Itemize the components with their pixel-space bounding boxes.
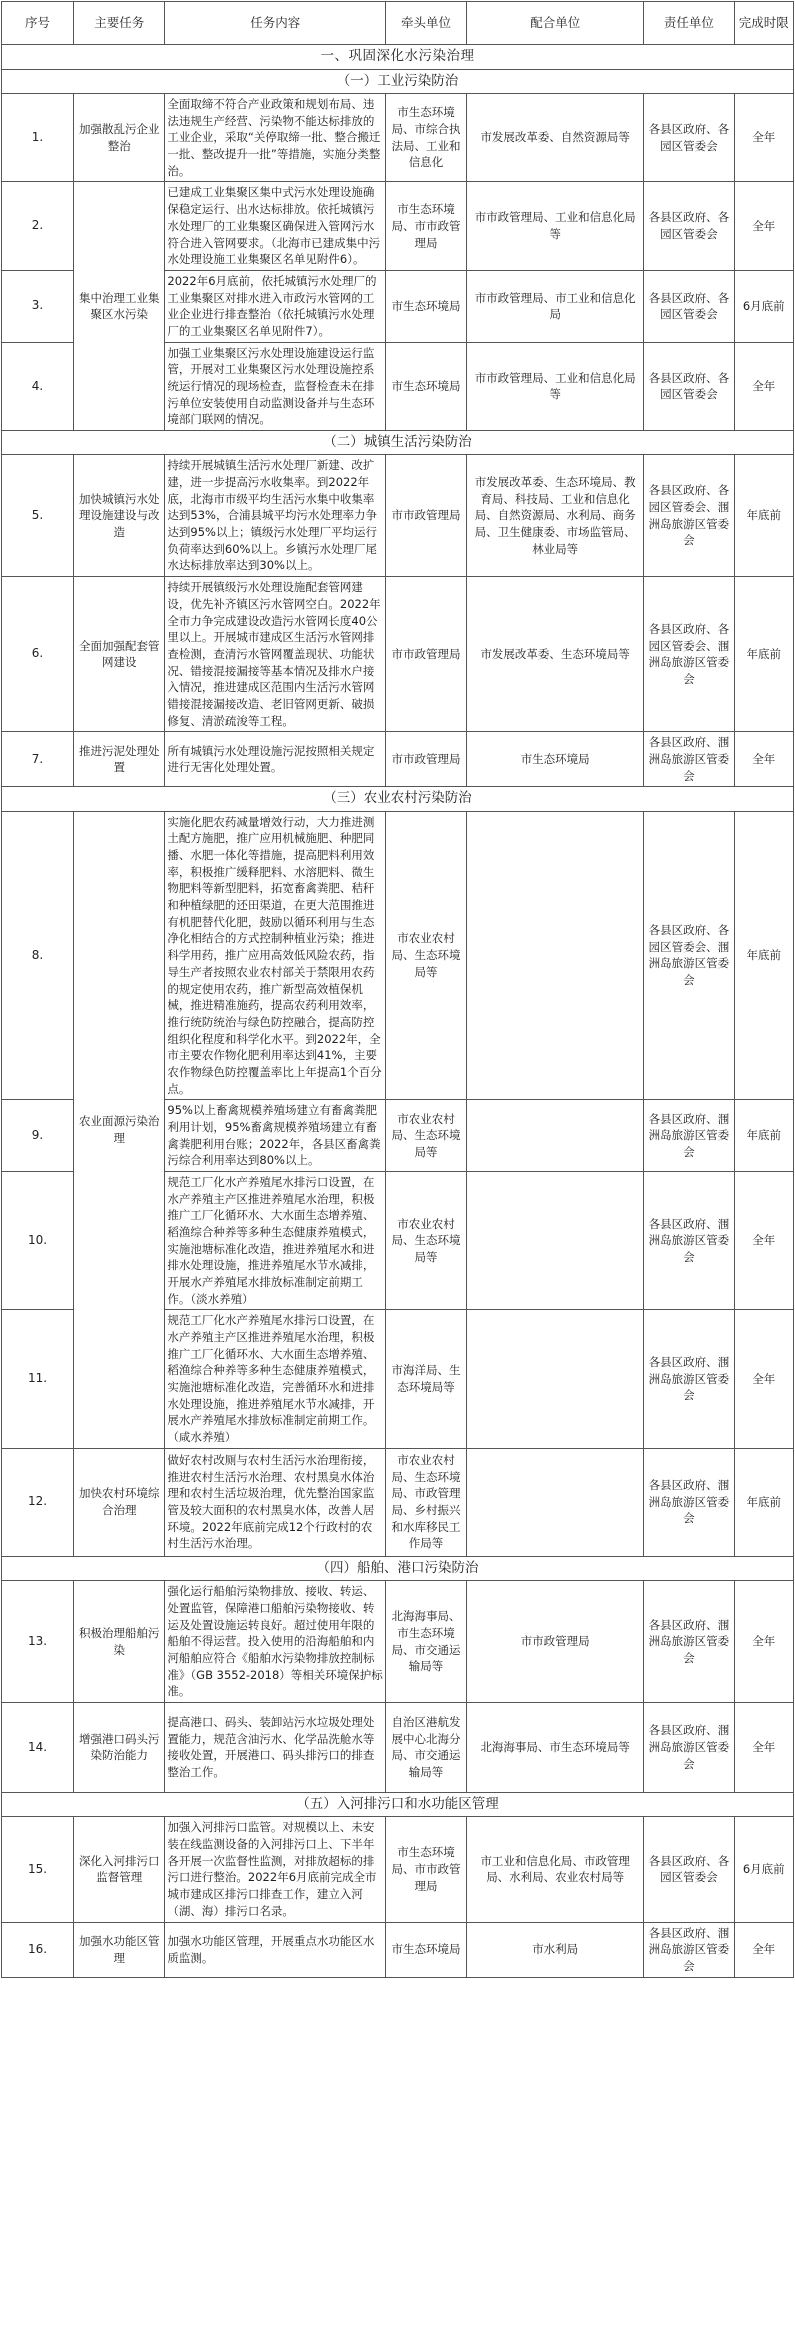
resp-unit: 各县区政府、各园区管委会 (644, 270, 734, 342)
row-number: 11. (2, 1310, 74, 1448)
task-content: 加强水功能区管理，开展重点水功能区水质监测。 (165, 1922, 386, 1977)
lead-unit: 市海洋局、生态环境局等 (385, 1310, 466, 1448)
table-row (2, 455, 794, 577)
main-task: 积极治理船舶污染 (74, 1581, 165, 1703)
task-content: 持续开展城镇生活污水处理厂新建、改扩建，进一步提高污水收集率。到2022年底，北海市市级平均生活污水集中收集率达到53%，合浦县城平均污水处理率力争达到95%以上；镇级污水处理厂平均运行负荷率达到60%以上。乡镇污水处理厂尾水达标排放率达到30%以上。 (165, 455, 386, 577)
subsection-title: （四）船舶、港口污染防治 (2, 1556, 794, 1581)
lead-unit: 市市政管理局 (385, 732, 466, 787)
lead-unit: 市生态环境局、市综合执法局、工业和信息化 (385, 94, 466, 182)
main-task: 增强港口码头污染防治能力 (74, 1702, 165, 1792)
main-task: 集中治理工业集聚区水污染 (74, 182, 165, 430)
main-task: 农业面源污染治理 (74, 811, 165, 1448)
table-row (2, 811, 794, 1099)
row-number: 15. (2, 1817, 74, 1922)
resp-unit: 各县区政府、涠洲岛旅游区管委会 (644, 1448, 734, 1556)
coop-unit: 市市政管理局 (467, 1581, 644, 1703)
subsection-title: （五）入河排污口和水功能区管理 (2, 1792, 794, 1817)
header-main-task: 主要任务 (74, 2, 165, 45)
resp-unit: 各县区政府、各园区管委会、涠洲岛旅游区管委会 (644, 811, 734, 1099)
coop-unit (467, 1171, 644, 1309)
row-number: 14. (2, 1702, 74, 1792)
main-task: 深化入河排污口监督管理 (74, 1817, 165, 1922)
task-content: 规范工厂化水产养殖尾水排污口设置，在水产养殖主产区推进养殖尾水治理，积极推广工厂化循环水、大水面生态增养殖、稻渔综合种养等多种生态健康养殖模式，实施池塘标准化改造，完善循环水和进排水处理设施，推进养殖尾水节水减排，开展水产养殖尾水排放标准制定前期工作。（咸水养殖） (165, 1310, 386, 1448)
lead-unit: 市生态环境局、市市政管理局 (385, 182, 466, 270)
main-task: 加强水功能区管理 (74, 1922, 165, 1977)
coop-unit (467, 1310, 644, 1448)
table-row (2, 577, 794, 732)
deadline: 全年 (734, 1581, 793, 1703)
deadline: 全年 (734, 1310, 793, 1448)
task-content: 持续开展镇级污水处理设施配套管网建设，优先补齐镇区污水管网空白。2022年全市力争完成建设改造污水管网长度40公里以上。开展城市建成区生活污水管网排查检测，查清污水管网覆盖现状、功能状况、错接混接漏接等基本情况及排水户接入情况，推进建成区范围内生活污水管网错接混接漏接改造、老旧管网更新、破损修复、清淤疏浚等工程。 (165, 577, 386, 732)
task-content: 已建成工业集聚区集中式污水处理设施确保稳定运行、出水达标排放。依托城镇污水处理厂的工业集聚区确保进入管网污水符合进入管网要求。（北海市已建成集中污水处理设施工业集聚区名单见附件6）。 (165, 182, 386, 270)
coop-unit: 市市政管理局、工业和信息化局等 (467, 182, 644, 270)
table-row (2, 732, 794, 787)
table-row (2, 182, 794, 270)
main-task: 全面加强配套管网建设 (74, 577, 165, 732)
main-task: 推进污泥处理处置 (74, 732, 165, 787)
deadline: 全年 (734, 732, 793, 787)
coop-unit: 市工业和信息化局、市政管理局、水利局、农业农村局等 (467, 1817, 644, 1922)
resp-unit: 各县区政府、涠洲岛旅游区管委会 (644, 1581, 734, 1703)
section-title: 一、巩固深化水污染治理 (2, 45, 794, 70)
table-row (2, 1922, 794, 1977)
lead-unit: 市农业农村局、生态环境局、市政管理局、乡村振兴和水库移民工作局等 (385, 1448, 466, 1556)
subsection-title: （三）农业农村污染防治 (2, 787, 794, 812)
coop-unit: 市发展改革委、生态环境局等 (467, 577, 644, 732)
deadline: 全年 (734, 182, 793, 270)
resp-unit: 各县区政府、涠洲岛旅游区管委会 (644, 1310, 734, 1448)
coop-unit: 市市政管理局、市工业和信息化局 (467, 270, 644, 342)
main-task: 加快农村环境综合治理 (74, 1448, 165, 1556)
table-row (2, 1817, 794, 1922)
row-number: 9. (2, 1100, 74, 1172)
deadline: 年底前 (734, 577, 793, 732)
deadline: 年底前 (734, 455, 793, 577)
header-row (2, 2, 794, 45)
task-content: 所有城镇污水处理设施污泥按照相关规定进行无害化处理处置。 (165, 732, 386, 787)
lead-unit: 市农业农村局、生态环境局等 (385, 1171, 466, 1309)
row-number: 1. (2, 94, 74, 182)
row-number: 13. (2, 1581, 74, 1703)
subsection-title: （一）工业污染防治 (2, 69, 794, 94)
task-content: 实施化肥农药减量增效行动，大力推进测土配方施肥，推广应用机械施肥、种肥同播、水肥一体化等措施，提高肥料利用效率，积极推广缓释肥料、水溶肥料、微生物肥料等新型肥料，拓宽畜禽粪肥、秸秆和种植绿肥的还田渠道，在更大范围推进有机肥替代化肥，鼓励以循环利用与生态净化相结合的方式控制种植业污染；推进科学用药，推广应用高效低风险农药，指导生产者按照农业农村部关于禁限用农药的规定使用农药，推广新型高效植保机械，推进精准施药，提高农药利用效率，推行统防统治与绿色防控融合，提高防控组织化程度和科学化水平。到2022年，全市主要农作物化肥利用率达到41%，主要农作物绿色防控覆盖率比上年提高1个百分点。 (165, 811, 386, 1099)
coop-unit: 市生态环境局 (467, 732, 644, 787)
task-content: 95%以上畜禽规模养殖场建立有畜禽粪肥利用计划，95%畜禽规模养殖场建立有畜禽粪肥利用台账；2022年，各县区畜禽粪污综合利用率达到80%以上。 (165, 1100, 386, 1172)
lead-unit: 市市政管理局 (385, 455, 466, 577)
coop-unit (467, 1100, 644, 1172)
deadline: 年底前 (734, 1448, 793, 1556)
lead-unit: 市生态环境局 (385, 342, 466, 430)
resp-unit: 各县区政府、各园区管委会 (644, 182, 734, 270)
row-number: 16. (2, 1922, 74, 1977)
task-content: 2022年6月底前，依托城镇污水处理厂的工业集聚区对排水进入市政污水管网的工业企业进行排查整治（依托城镇污水处理厂的工业集聚区名单见附件7）。 (165, 270, 386, 342)
header-resp: 责任单位 (644, 2, 734, 45)
row-number: 2. (2, 182, 74, 270)
lead-unit: 市生态环境局 (385, 1922, 466, 1977)
deadline: 全年 (734, 1702, 793, 1792)
lead-unit: 自治区港航发展中心北海分局、市交通运输局等 (385, 1702, 466, 1792)
resp-unit: 各县区政府、涠洲岛旅游区管委会 (644, 732, 734, 787)
coop-unit: 市市政管理局、工业和信息化局等 (467, 342, 644, 430)
row-number: 4. (2, 342, 74, 430)
lead-unit: 市生态环境局、市市政管理局 (385, 1817, 466, 1922)
deadline: 全年 (734, 94, 793, 182)
coop-unit (467, 1448, 644, 1556)
deadline: 全年 (734, 1922, 793, 1977)
resp-unit: 各县区政府、各园区管委会 (644, 342, 734, 430)
row-number: 5. (2, 455, 74, 577)
deadline: 年底前 (734, 811, 793, 1099)
task-content: 规范工厂化水产养殖尾水排污口设置，在水产养殖主产区推进养殖尾水治理，积极推广工厂化循环水、大水面生态增养殖、稻渔综合种养等多种生态健康养殖模式，实施池塘标准化改造，推进养殖尾水和进排水处理设施，推进养殖尾水节水减排，开展水产养殖尾水排放标准制定前期工作。（淡水养殖） (165, 1171, 386, 1309)
row-number: 3. (2, 270, 74, 342)
subsection-title: （二）城镇生活污染防治 (2, 430, 794, 455)
table-row (2, 1448, 794, 1556)
resp-unit: 各县区政府、涠洲岛旅游区管委会 (644, 1922, 734, 1977)
row-number: 8. (2, 811, 74, 1099)
coop-unit: 市发展改革委、自然资源局等 (467, 94, 644, 182)
main-task: 加快城镇污水处理设施建设与改造 (74, 455, 165, 577)
header-lead: 牵头单位 (385, 2, 466, 45)
task-content: 强化运行船舶污染物排放、接收、转运、处置监管，保障港口船舶污染物接收、转运及处置设施运转良好。超过使用年限的船舶不得运营。投入使用的沿海船舶和内河船舶应符合《船舶水污染物排放控制标准》（GB 3552-2018）等相关环境保护标准。 (165, 1581, 386, 1703)
lead-unit: 市农业农村局、生态环境局等 (385, 811, 466, 1099)
resp-unit: 各县区政府、涠洲岛旅游区管委会 (644, 1171, 734, 1309)
resp-unit: 各县区政府、涠洲岛旅游区管委会 (644, 1100, 734, 1172)
main-task: 加强散乱污企业整治 (74, 94, 165, 182)
deadline: 6月底前 (734, 270, 793, 342)
coop-unit: 市发展改革委、生态环境局、教育局、科技局、工业和信息化局、自然资源局、水利局、商务局、卫生健康委、市场监管局、林业局等 (467, 455, 644, 577)
deadline: 全年 (734, 1171, 793, 1309)
task-content: 加强入河排污口监管。对规模以上、未安装在线监测设备的入河排污口上、下半年各开展一次监督性监测，对排放超标的排污口进行整治。2022年6月底前完成全市城市建成区排污口排查工作，建立入河（湖、海）排污口名录。 (165, 1817, 386, 1922)
table-row (2, 94, 794, 182)
task-content: 加强工业集聚区污水处理设施建设运行监管，开展对工业集聚区污水处理设施控系统运行情况的现场检查，监督检查未在排污单位安装使用自动监测设备并与生态环境部门联网的情况。 (165, 342, 386, 430)
header-content: 任务内容 (165, 2, 386, 45)
header-deadline: 完成时限 (734, 2, 793, 45)
header-coop: 配合单位 (467, 2, 644, 45)
task-content: 做好农村改厕与农村生活污水治理衔接，推进农村生活污水治理、农村黑臭水体治理和农村生活垃圾治理，优先整治国家监管及较大面积的农村黑臭水体，改善人居环境。2022年底前完成12个行政村的农村生活污水治理。 (165, 1448, 386, 1556)
task-table (1, 1, 794, 1978)
resp-unit: 各县区政府、各园区管委会 (644, 94, 734, 182)
table-row (2, 1581, 794, 1703)
resp-unit: 各县区政府、各园区管委会、涠洲岛旅游区管委会 (644, 577, 734, 732)
row-number: 7. (2, 732, 74, 787)
header-no: 序号 (2, 2, 74, 45)
row-number: 10. (2, 1171, 74, 1309)
row-number: 6. (2, 577, 74, 732)
resp-unit: 各县区政府、各园区管委会 (644, 1817, 734, 1922)
lead-unit: 北海海事局、市生态环境局、市交通运输局等 (385, 1581, 466, 1703)
deadline: 6月底前 (734, 1817, 793, 1922)
lead-unit: 市市政管理局 (385, 577, 466, 732)
table-row (2, 1702, 794, 1792)
coop-unit (467, 811, 644, 1099)
row-number: 12. (2, 1448, 74, 1556)
coop-unit: 市水利局 (467, 1922, 644, 1977)
coop-unit: 北海海事局、市生态环境局等 (467, 1702, 644, 1792)
resp-unit: 各县区政府、涠洲岛旅游区管委会 (644, 1702, 734, 1792)
lead-unit: 市农业农村局、生态环境局等 (385, 1100, 466, 1172)
lead-unit: 市生态环境局 (385, 270, 466, 342)
resp-unit: 各县区政府、各园区管委会、涠洲岛旅游区管委会 (644, 455, 734, 577)
task-content: 提高港口、码头、装卸站污水垃圾处理处置能力，规范含油污水、化学品洗舱水等接收处置，开展港口、码头排污口的排查整治工作。 (165, 1702, 386, 1792)
deadline: 年底前 (734, 1100, 793, 1172)
task-content: 全面取缔不符合产业政策和规划布局、违法违规生产经营、污染物不能达标排放的工业企业，采取“关停取缔一批、整合搬迁一批、整改提升一批”等措施，实施分类整治。 (165, 94, 386, 182)
deadline: 全年 (734, 342, 793, 430)
